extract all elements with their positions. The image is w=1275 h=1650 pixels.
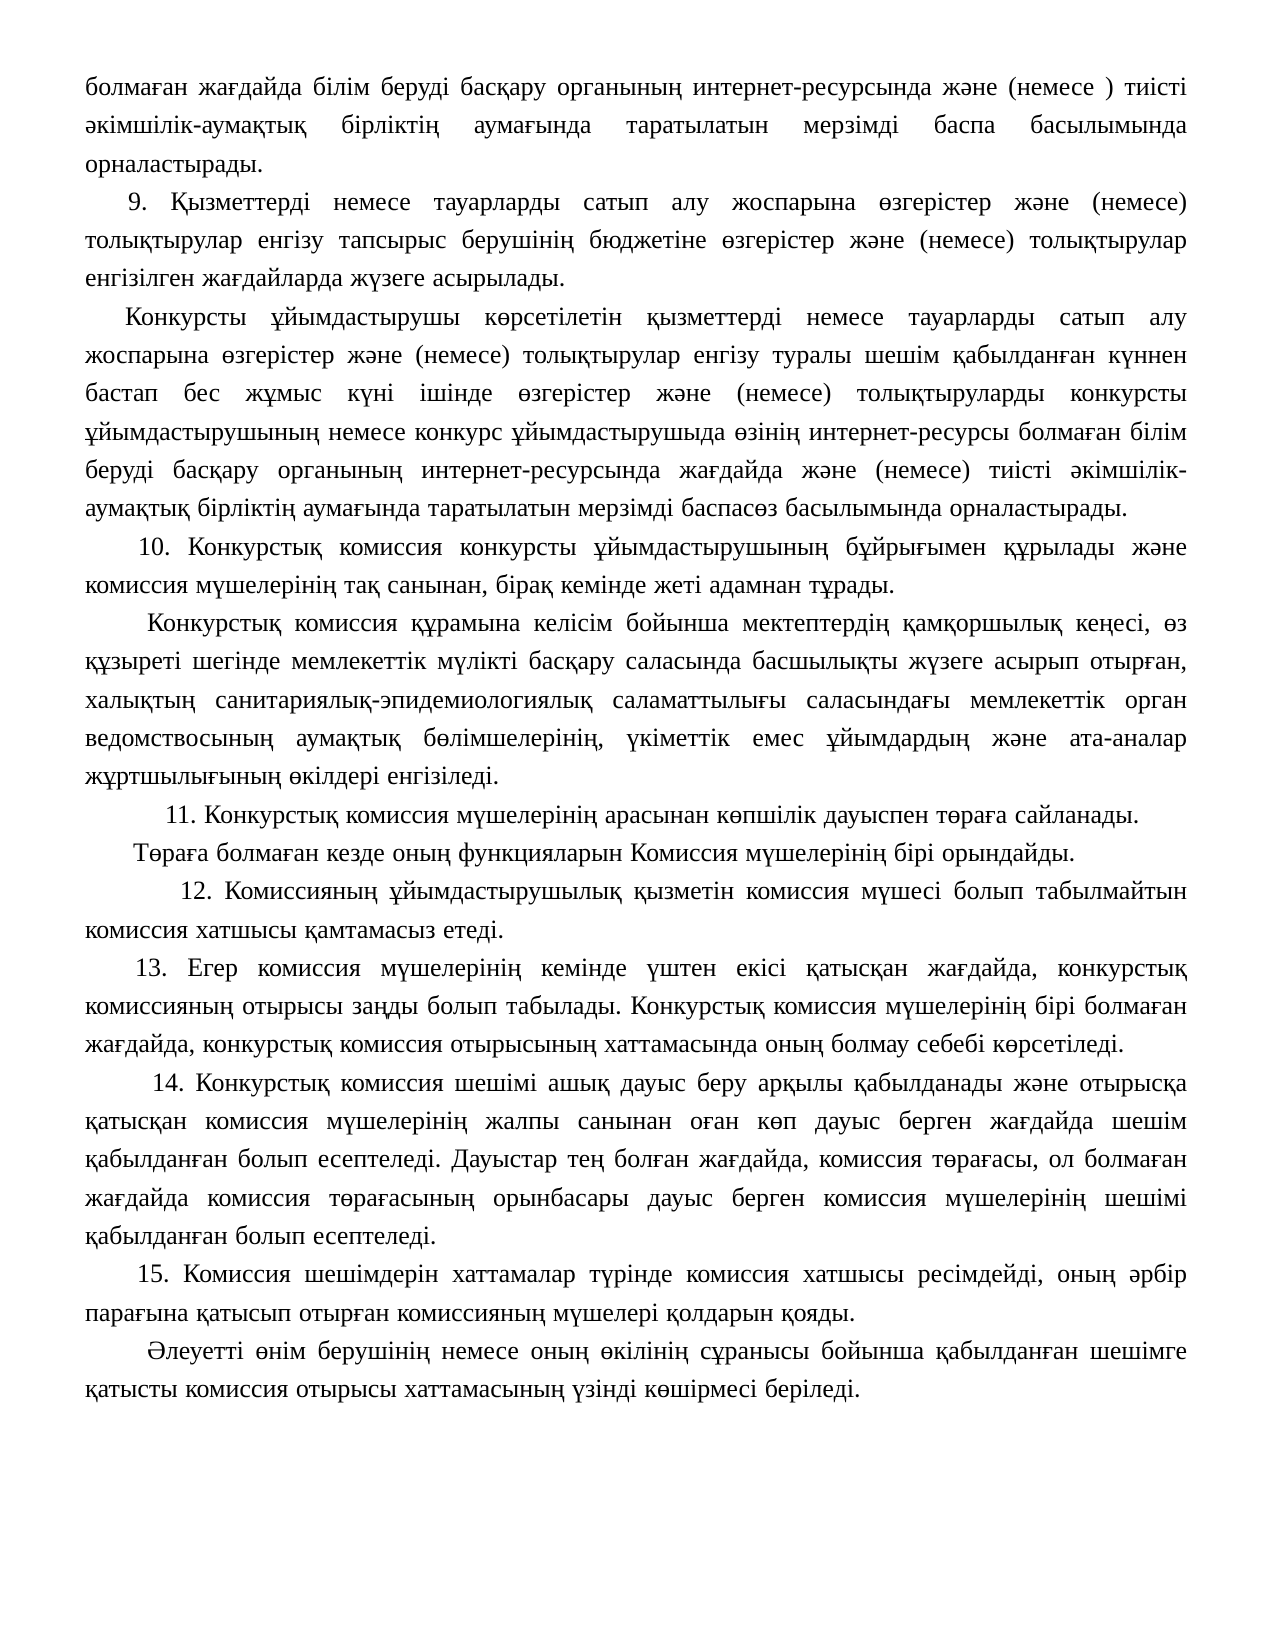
paragraph-7: Төраға болмаған кезде оның функцияларын Комиссия мүшелерінің бірі орындайды. — [133, 837, 1076, 867]
paragraph-6: 11. Конкурстық комиссия мүшелерінің арасынан көпшілік дауыспен төраға сайланады. — [165, 799, 1140, 829]
paragraph-10: 14. Конкурстық комиссия шешімі ашық дауыс беру арқылы қабылданады және отырысқа қатысқан комиссия мүшелерінің жалпы санынан оған көп дауыс берген жағдайда шешім қабылданған болып есептеледі. Дауыстар тең болған жағдайда, комиссия төрағасы, ол болмаған жағдайда комиссия төрағасының орынбасары дауыс берген комиссия мүшелерінің шешімі қабылданған болып есептеледі. — [85, 1067, 1187, 1250]
document-body — [85, 68, 1187, 1408]
paragraph-9: 13. Егер комиссия мүшелерінің кемінде үштен екісі қатысқан жағдайда, конкурстық комиссияның отырысы заңды болып табылады. Конкурстық комиссия мүшелерінің бірі болмаған жағдайда, конкурстық комиссия отырысының хаттамасында оның болмау себебі көрсетіледі. — [85, 952, 1187, 1059]
paragraph-8: 12. Комиссияның ұйымдастырушылық қызметін комиссия мүшесі болып табылмайтын комиссия хатшысы қамтамасыз етеді. — [85, 876, 1187, 944]
paragraph-1: болмаған жағдайда білім беруді басқару органының интернет-ресурсында және (немесе ) тиісті әкімшілік-аумақтық бірліктің аумағында таратылатын мерзімді баспа басылымында орналастырады. — [85, 72, 1187, 178]
paragraph-12: Әлеуетті өнім берушінің немесе оның өкілінің сұранысы бойынша қабылданған шешімге қатысты комиссия отырысы хаттамасының үзінді көшірмесі беріледі. — [85, 1335, 1187, 1404]
paragraph-11: 15. Комиссия шешімдерін хаттамалар түрінде комиссия хатшысы ресімдейді, оның әрбір парағына қатысып отырған комиссияның мүшелері қолдарын қояды. — [85, 1259, 1187, 1327]
paragraph-4: 10. Конкурстық комиссия конкурсты ұйымдастырушының бұйрығымен құрылады және комиссия мүшелерінің тақ санынан, бірақ кемінде жеті адамнан тұрады. — [85, 531, 1187, 599]
paragraph-5: Конкурстық комиссия құрамына келісім бойынша мектептердің қамқоршылық кеңесі, өз құзыреті шегінде мемлекеттік мүлікті басқару саласында басшылықты жүзеге асырып отырған, халықтың санитариялық-эпидемиологиялық саламаттылығы саласындағы мемлекеттік орган ведомствосының аумақтық бөлімшелерінің, үкіметтік емес ұйымдардың және ата-аналар жұртшылығының өкілдері енгізіледі. — [85, 608, 1187, 791]
paragraph-2: 9. Қызметтерді немесе тауарларды сатып алу жоспарына өзгерістер және (немесе) толықтырулар енгізу тапсырыс берушінің бюджетіне өзгерістер және (немесе) толықтырулар енгізілген жағдайларда жүзеге асырылады. — [85, 186, 1187, 293]
paragraph-3: Конкурсты ұйымдастырушы көрсетілетін қызметтерді немесе тауарларды сатып алу жоспарына өзгерістер және (немесе) толықтырулар енгізу туралы шешім қабылданған күннен бастап бес жұмыс күні ішінде өзгерістер және (немесе) толықтыруларды конкурсты ұйымдастырушының немесе конкурс ұйымдастырушыда өзінің интернет-ресурсы болмаған білім беруді басқару органының интернет-ресурсында жағдайда және (немесе) тиісті әкімшілік-аумақтық бірліктің аумағында таратылатын мерзімді баспасөз басылымында орналастырады. — [85, 301, 1187, 523]
